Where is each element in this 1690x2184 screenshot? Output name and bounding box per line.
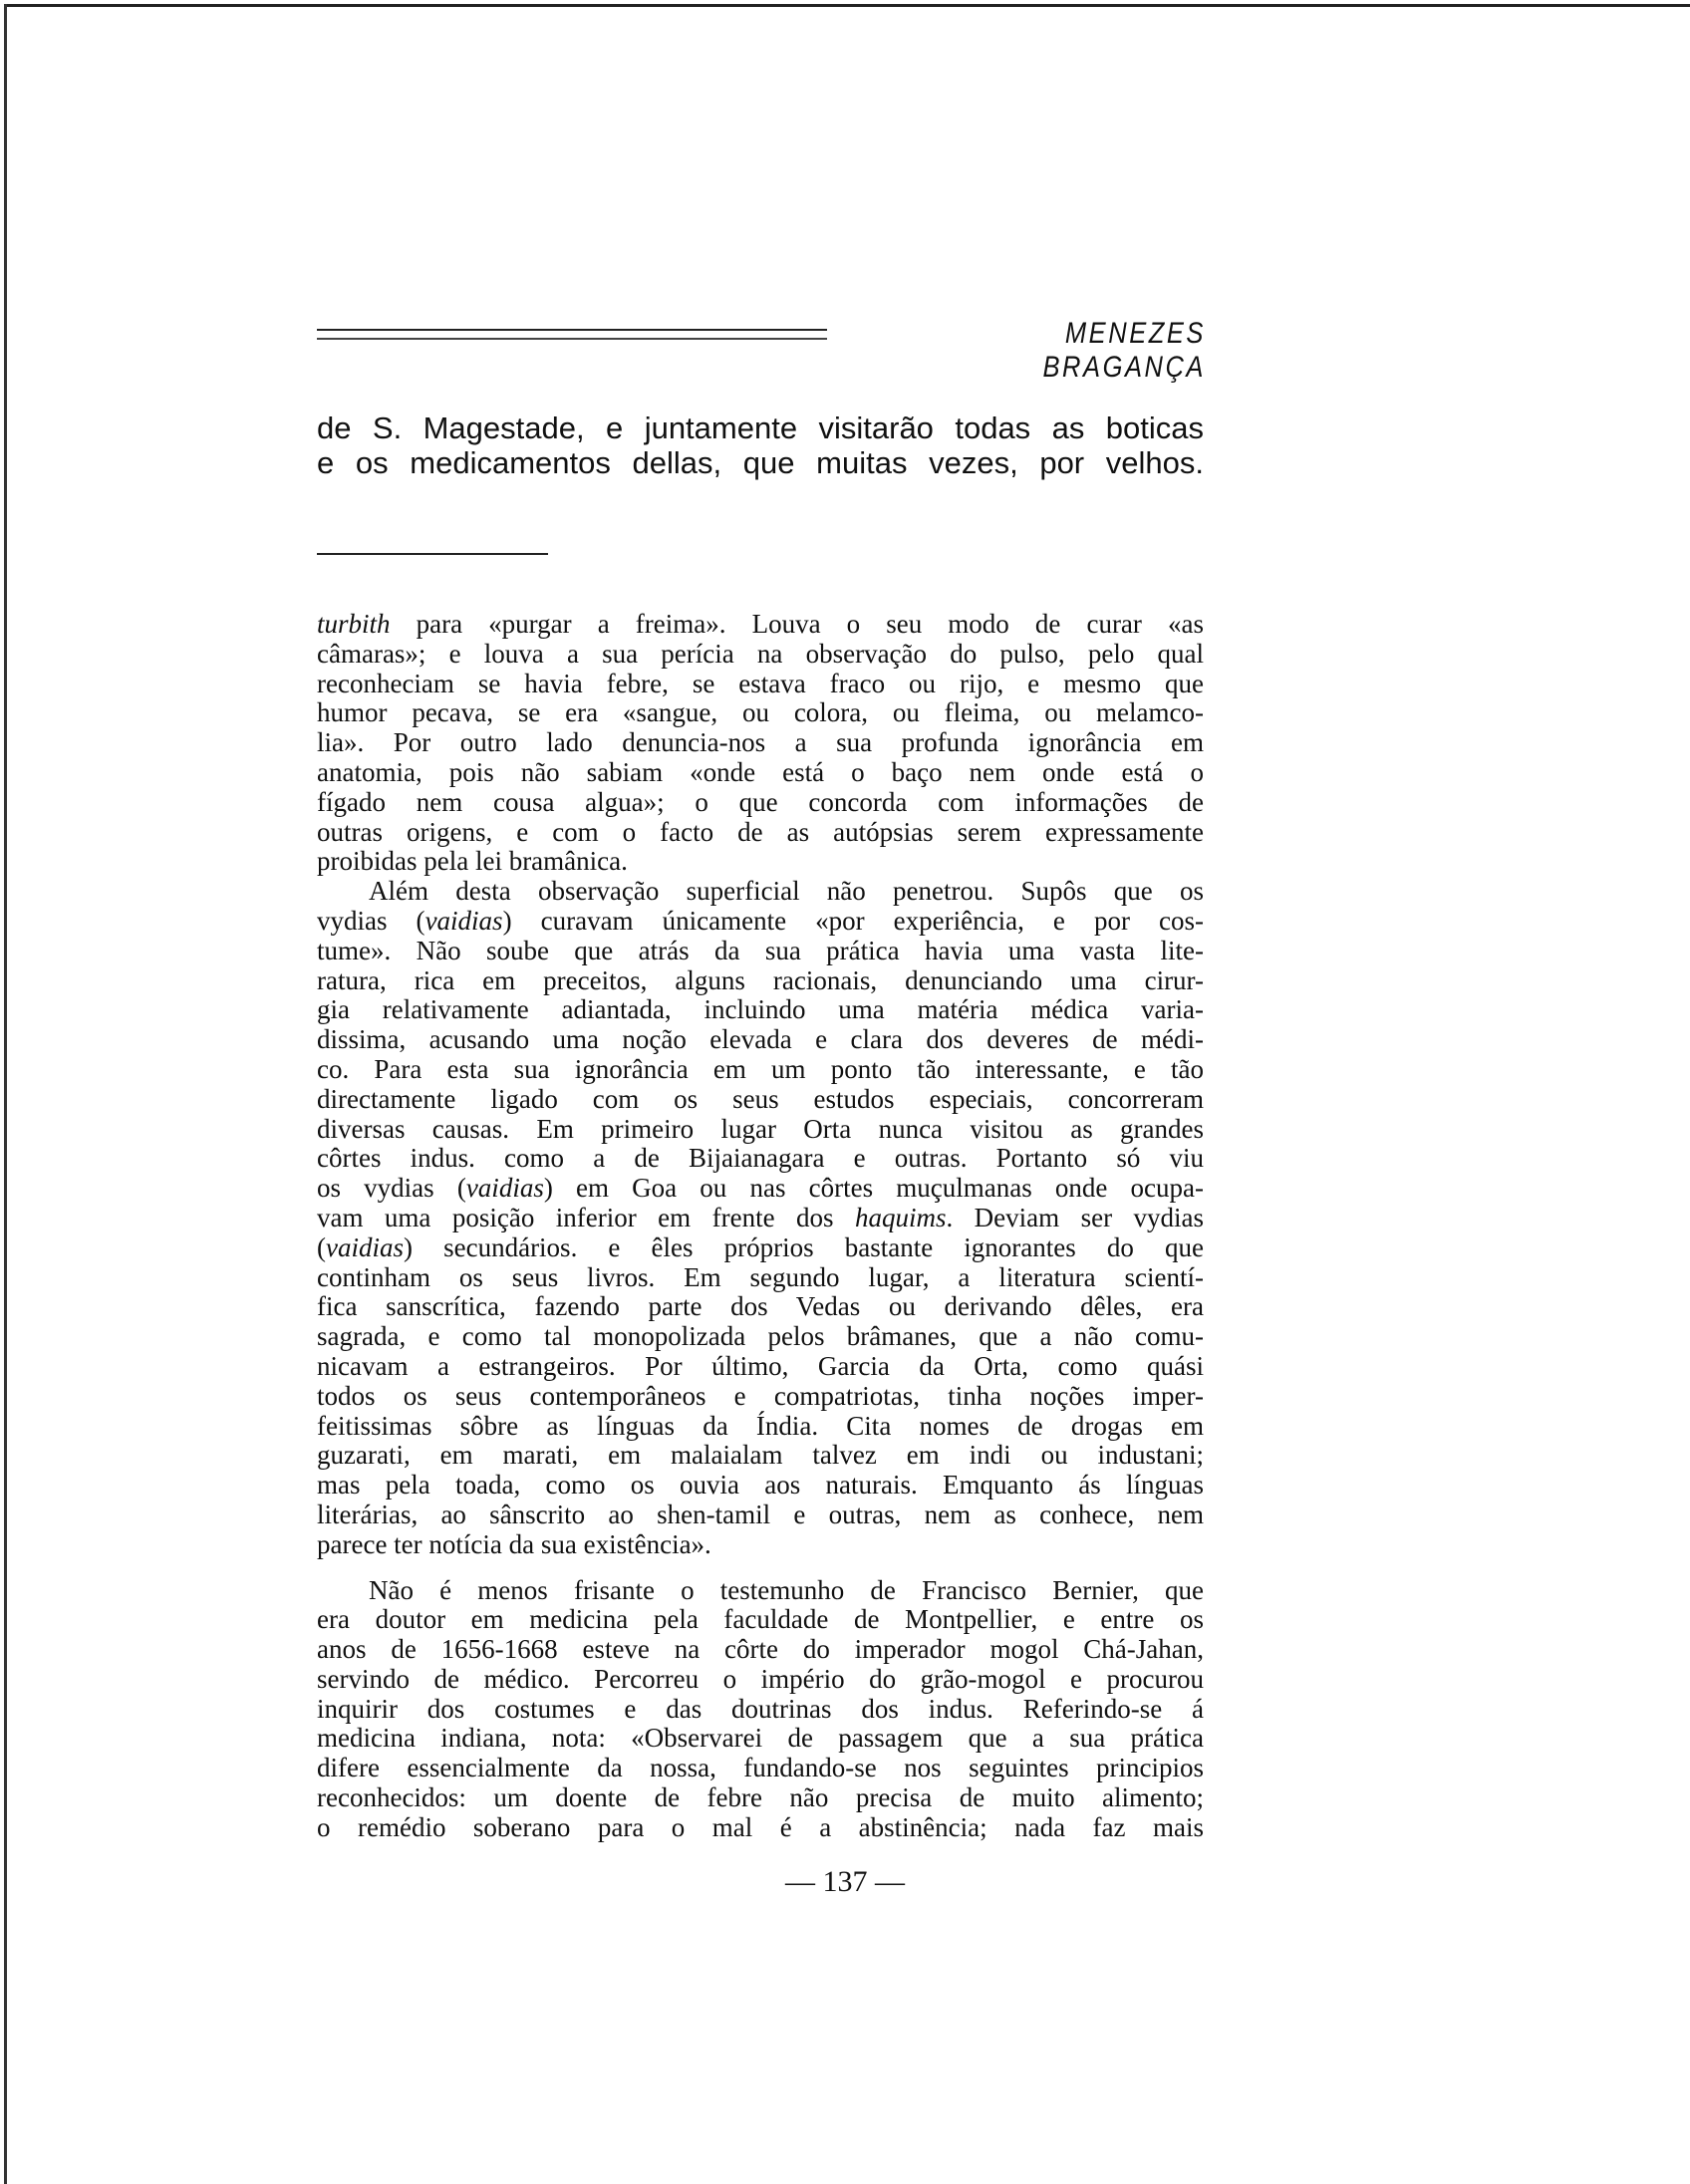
footnote-line [317, 1441, 1204, 1471]
footnote-paragraph [317, 610, 1204, 877]
text-segment: anos de 1656-1668 esteve na côrte do imperador mogol Chá-Jahan, [317, 1634, 1204, 1665]
italic-term: vaidias [465, 1173, 544, 1204]
footnote-line [317, 1174, 1204, 1204]
text-segment: os vydias ( [317, 1173, 466, 1204]
text-segment: gia relativamente adiantada, incluindo uma matéria médica varia- [317, 994, 1204, 1025]
text-segment: vam uma posição inferior em frente dos [317, 1202, 855, 1232]
footnote-line [317, 1085, 1204, 1115]
italic-term: vaidias [424, 905, 503, 936]
footnote-line [317, 1233, 1204, 1263]
text-segment: reconhecidos: um doente de febre não precisa de muito alimento; [317, 1782, 1204, 1813]
footnote-line [317, 1783, 1204, 1813]
text-segment: Além desta observação superficial não penetrou. Supôs que os [369, 876, 1204, 907]
running-head: MENEZES BRAGANÇA [1042, 317, 1206, 384]
footnote-line [317, 670, 1204, 699]
footnote [317, 610, 1204, 1843]
text-segment: literárias, ao sânscrito ao shen-tamil e outras, nem as conhece, nem [317, 1499, 1204, 1529]
footnote-line [317, 728, 1204, 758]
text-segment: ratura, rica em preceitos, alguns racionais, denunciando uma cirur- [317, 964, 1204, 995]
footnote-line [317, 1695, 1204, 1725]
footnote-line [317, 640, 1204, 670]
footnote-line [317, 1605, 1204, 1635]
text-segment: inquirir dos costumes e das doutrinas dos indus. Referindo-se á [317, 1693, 1204, 1724]
footnote-line [317, 1322, 1204, 1352]
main-text [317, 410, 1204, 480]
text-segment: medicina indiana, nota: «Observarei de passagem que a sua prática [317, 1723, 1204, 1754]
text-segment: difere essencialmente da nossa, fundando-se nos seguintes principios [317, 1753, 1204, 1783]
footnote-line [317, 1025, 1204, 1055]
footnote-line [317, 1724, 1204, 1754]
text-segment: era doutor em medicina pela faculdade de Montpellier, e entre os [317, 1604, 1204, 1635]
italic-term: haquims [854, 1202, 947, 1232]
footnote-line [317, 847, 1204, 877]
footnote-line [317, 1352, 1204, 1382]
text-segment: directamente ligado com os seus estudos especiais, concorreram [317, 1083, 1204, 1114]
text-segment: mas pela toada, como os ouvia aos naturais. Emquanto ás línguas [317, 1470, 1204, 1501]
footnote-line [317, 1754, 1204, 1783]
footnote-line [317, 1665, 1204, 1695]
footnote-line [317, 907, 1204, 937]
text-segment: dissima, acusando uma noção elevada e clara dos deveres de médi- [317, 1024, 1204, 1055]
footnote-line [317, 1471, 1204, 1501]
text-segment: fígado nem cousa algua»; o que concorda com informações de [317, 786, 1204, 817]
text-segment: servindo de médico. Percorreu o império do grão-mogol e procurou [317, 1663, 1204, 1694]
footnote-line [317, 610, 1204, 640]
header-rule [317, 329, 827, 340]
text-segment: fica sanscrítica, fazendo parte dos Vedas ou derivando dêles, era [317, 1291, 1204, 1322]
footnote-line [317, 1813, 1204, 1843]
text-segment: co. Para esta sua ignorância em um ponto tão interessante, e tão [317, 1053, 1204, 1084]
footnote-line [317, 758, 1204, 788]
footnote-line [317, 1144, 1204, 1174]
text-segment: parece ter notícia da sua existência». [317, 1528, 711, 1559]
footnote-line [317, 1635, 1204, 1665]
footnote-line [317, 995, 1204, 1025]
footnote-line [317, 1530, 1204, 1560]
footnote-line [317, 1412, 1204, 1442]
text-segment: feitissimas sôbre as línguas da Índia. Cita nomes de drogas em [317, 1410, 1204, 1441]
footnote-line [317, 1576, 1204, 1606]
paragraph-gap [317, 1560, 1204, 1576]
footnote-line [317, 818, 1204, 848]
italic-term: vaidias [326, 1231, 404, 1262]
text-segment: vydias ( [317, 905, 425, 936]
footnote-line [317, 1501, 1204, 1530]
scan-border-top [4, 4, 1690, 7]
text-segment: guzarati, em marati, em malaialam talvez em indi ou industani; [317, 1440, 1204, 1471]
text-segment: diversas causas. Em primeiro lugar Orta nunca visitou as grandes [317, 1113, 1204, 1144]
footnote-line [317, 1115, 1204, 1145]
text-segment: proibidas pela lei bramânica. [317, 846, 628, 877]
text-segment: o remédio soberano para o mal é a abstinência; nada faz mais [317, 1811, 1204, 1842]
footnote-line [317, 788, 1204, 818]
main-text-line: e os medicamentos dellas, que muitas vezes, por velhos. [317, 445, 1204, 480]
text-segment: ) em Goa ou nas côrtes muçulmanas onde ocupa- [543, 1173, 1204, 1204]
text-segment: nicavam a estrangeiros. Por último, Garcia da Orta, como quási [317, 1350, 1204, 1381]
footnote-line [317, 1055, 1204, 1085]
text-segment: reconheciam se havia febre, se estava fraco ou rijo, e mesmo que [317, 668, 1204, 698]
text-segment: ) secundários. e êles próprios bastante ignorantes do que [404, 1231, 1204, 1262]
text-segment: . Deviam ser vydias [946, 1202, 1204, 1232]
footnote-paragraph [317, 877, 1204, 1559]
footnote-line [317, 1204, 1204, 1233]
text-segment: todos os seus contemporâneos e compatriotas, tinha noções imper- [317, 1380, 1204, 1411]
text-segment: ( [317, 1231, 326, 1262]
text-segment: câmaras»; e louva a sua perícia na observação do pulso, pelo qual [317, 638, 1204, 669]
footnote-line [317, 937, 1204, 966]
italic-term: turbith [317, 609, 391, 639]
text-segment: outras origens, e com o facto de as autópsias serem expressamente [317, 816, 1204, 847]
text-segment: humor pecava, se era «sangue, ou colora, ou fleima, ou melamco- [317, 697, 1204, 728]
text-segment: tume». Não soube que atrás da sua prática havia uma vasta lite- [317, 935, 1204, 965]
text-segment: côrtes indus. como a de Bijaianagara e outras. Portanto só viu [317, 1143, 1204, 1174]
text-segment: ) curavam únicamente «por experiência, e por cos- [502, 905, 1205, 936]
text-segment: continham os seus livros. Em segundo lugar, a literatura scientí- [317, 1261, 1204, 1292]
footnote-line [317, 1263, 1204, 1293]
text-segment: anatomia, pois não sabiam «onde está o baço nem onde está o [317, 756, 1204, 787]
footnote-line [317, 1382, 1204, 1412]
footnote-paragraph [317, 1576, 1204, 1843]
scan-border-left [4, 4, 7, 2184]
footnote-line [317, 1292, 1204, 1322]
text-segment: para «purgar a freima». Louva o seu modo de curar «as [390, 609, 1204, 639]
main-text-line: de S. Magestade, e juntamente visitarão todas as boticas [317, 410, 1204, 445]
text-segment: lia». Por outro lado denuncia-nos a sua profunda ignorância em [317, 727, 1204, 758]
footnote-line [317, 877, 1204, 907]
text-segment: Não é menos frisante o testemunho de Francisco Bernier, que [369, 1574, 1204, 1605]
page-number: — 137 — [785, 1865, 905, 1898]
text-segment: sagrada, e como tal monopolizada pelos brâmanes, que a não comu- [317, 1321, 1204, 1352]
footnote-line [317, 966, 1204, 996]
footnote-line [317, 698, 1204, 728]
footnote-rule [317, 553, 548, 555]
